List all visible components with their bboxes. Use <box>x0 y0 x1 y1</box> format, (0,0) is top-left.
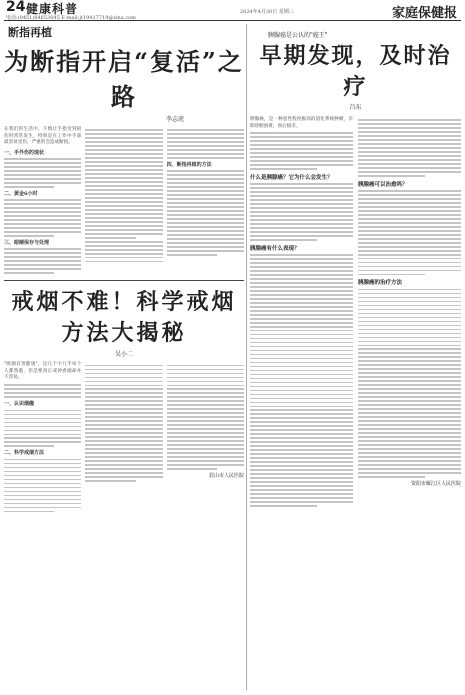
article1-body <box>4 127 244 276</box>
article1-kicker: 断指再植 <box>8 26 52 39</box>
article3-question-2: 胰腺癌有什么表现？ <box>250 245 300 252</box>
article1-subhead-4: 四、断指再植的方法 <box>166 162 212 169</box>
article2-col-2 <box>85 362 162 514</box>
article2-headline: 戒烟不难！科学戒烟方法大揭秘 <box>11 289 237 347</box>
article1-headline: 为断指开启“复活”之路 <box>4 47 244 111</box>
column-title: 家庭保健报 <box>391 6 457 21</box>
editor-contact: 电话:(0451)84653045 E-mail:jt19417719@sina.com <box>6 15 136 21</box>
article3-source: 资阳市雁江区人民医院 <box>410 480 461 487</box>
article1-subhead-3: 三、眼睛保存与处理 <box>4 240 50 247</box>
article1-col-1 <box>4 127 81 276</box>
article2-col-3 <box>167 362 244 514</box>
article3-kicker: 胰腺癌是公认的"癌王" <box>268 32 328 39</box>
article1-col-2 <box>85 127 162 276</box>
section-title: 健康科普 <box>26 2 79 16</box>
issue-date: 2024年4月30日 星期三 <box>240 9 294 15</box>
article2-source: 眉山市人民医院 <box>208 473 244 480</box>
right-column <box>250 24 461 690</box>
header-rule <box>4 20 461 21</box>
column-divider <box>246 24 247 690</box>
article1-col-3 <box>167 127 244 276</box>
article1-lead: 在我们的生活中，不慎让手指受到损伤时常常发生，特别是在工作中手部最容易受伤，严重的会造成断指。 <box>4 127 82 146</box>
article2-byline: 吴小二 <box>114 351 133 359</box>
article3-question-1: 什么是胰腺癌？它为什么会发生？ <box>250 175 333 182</box>
left-column <box>4 24 244 690</box>
article3-col-1 <box>250 117 353 509</box>
article3-byline: 吕东 <box>349 104 362 111</box>
article2-subhead-2: 二、科学戒烟方法 <box>4 450 45 457</box>
article2-subhead-1: 一、认识烟瘾 <box>4 401 35 408</box>
article1-byline: 李志虎 <box>165 116 184 123</box>
article1-subhead-1: 一、手外伤的现状 <box>4 149 45 156</box>
article3-question-3: 胰腺癌可以治愈吗？ <box>358 181 408 188</box>
article3-col-2 <box>358 117 461 509</box>
article3-lead: 胰腺癌，是一种恶性程度极高的消化系统肿瘤，早期诊断困难，预后极差。 <box>250 117 353 129</box>
article2-body <box>4 362 244 514</box>
page-number: 24 <box>6 0 26 15</box>
article1-subhead-2: 二、黄金6小时 <box>4 190 38 197</box>
article-divider <box>4 280 244 281</box>
article3-body <box>250 117 461 509</box>
article2-col-1 <box>4 362 81 514</box>
article2-lead: "吸烟有害健康"，这几个字几乎每个人都熟悉，但是要真正戒掉香烟却并不容易。 <box>4 362 82 381</box>
page-header <box>0 0 465 21</box>
article3-headline: 早期发现，及时治疗 <box>259 43 452 100</box>
article3-question-4: 胰腺癌的治疗方法 <box>358 280 403 287</box>
